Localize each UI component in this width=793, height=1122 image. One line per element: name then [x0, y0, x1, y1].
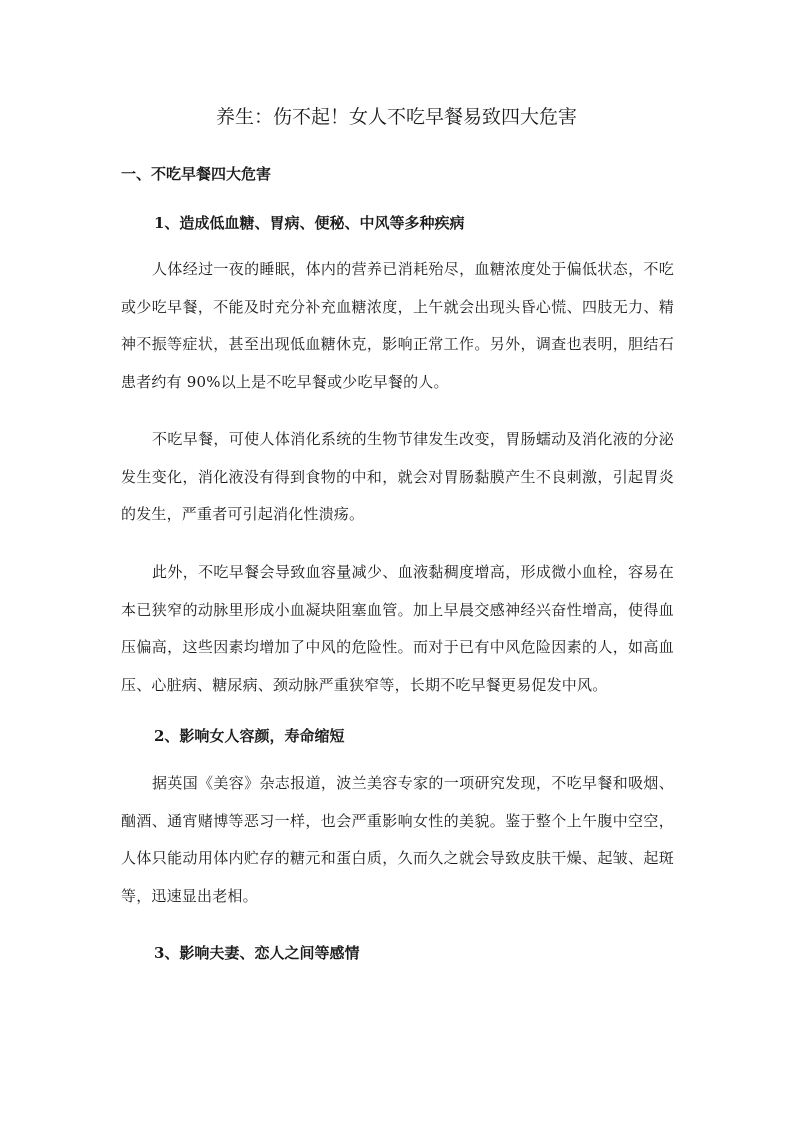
- subsection-heading-1: 1、造成低血糖、胃病、便秘、中风等多种疾病: [154, 214, 465, 232]
- paragraph-2: 不吃早餐，可使人体消化系统的生物节律发生改变，胃肠蠕动及消化液的分泌发生变化，消化液没有得到食物的中和，就会对胃肠黏膜产生不良刺激，引起胃炎的发生，严重者可引起消化性溃疡。: [121, 430, 674, 523]
- subsection-heading-2: 2、影响女人容颜，寿命缩短: [154, 727, 345, 745]
- paragraph-1: 人体经过一夜的睡眠，体内的营养已消耗殆尽，血糖浓度处于偏低状态，不吃或少吃早餐，不能及时充分补充血糖浓度，上午就会出现头昏心慌、四肢无力、精神不振等症状，甚至出现低血糖休克，影响正常工作。另外，调查也表明，胆结石患者约有 90%以上是不吃早餐或少吃早餐的人。: [121, 260, 674, 391]
- section-heading-1: 一、不吃早餐四大危害: [121, 165, 272, 183]
- paragraph-3: 此外，不吃早餐会导致血容量减少、血液黏稠度增高，形成微小血栓，容易在本已狭窄的动脉里形成小血凝块阻塞血管。加上早晨交感神经兴奋性增高，使得血压偏高，这些因素均增加了中风的危险性。而对于已有中风危险因素的人，如高血压、心脏病、糖尿病、颈动脉严重狭窄等，长期不吃早餐更易促发中风。: [121, 563, 674, 694]
- subsection-heading-3: 3、影响夫妻、恋人之间等感情: [154, 944, 360, 962]
- paragraph-4: 据英国《美容》杂志报道，波兰美容专家的一项研究发现，不吃早餐和吸烟、酗酒、通宵赌博等恶习一样，也会严重影响女性的美貌。鉴于整个上午腹中空空，人体只能动用体内贮存的糖元和蛋白质，久而久之就会导致皮肤干燥、起皱、起斑等，迅速显出老相。: [121, 774, 674, 905]
- document-title: 养生：伤不起！女人不吃早餐易致四大危害: [215, 106, 577, 128]
